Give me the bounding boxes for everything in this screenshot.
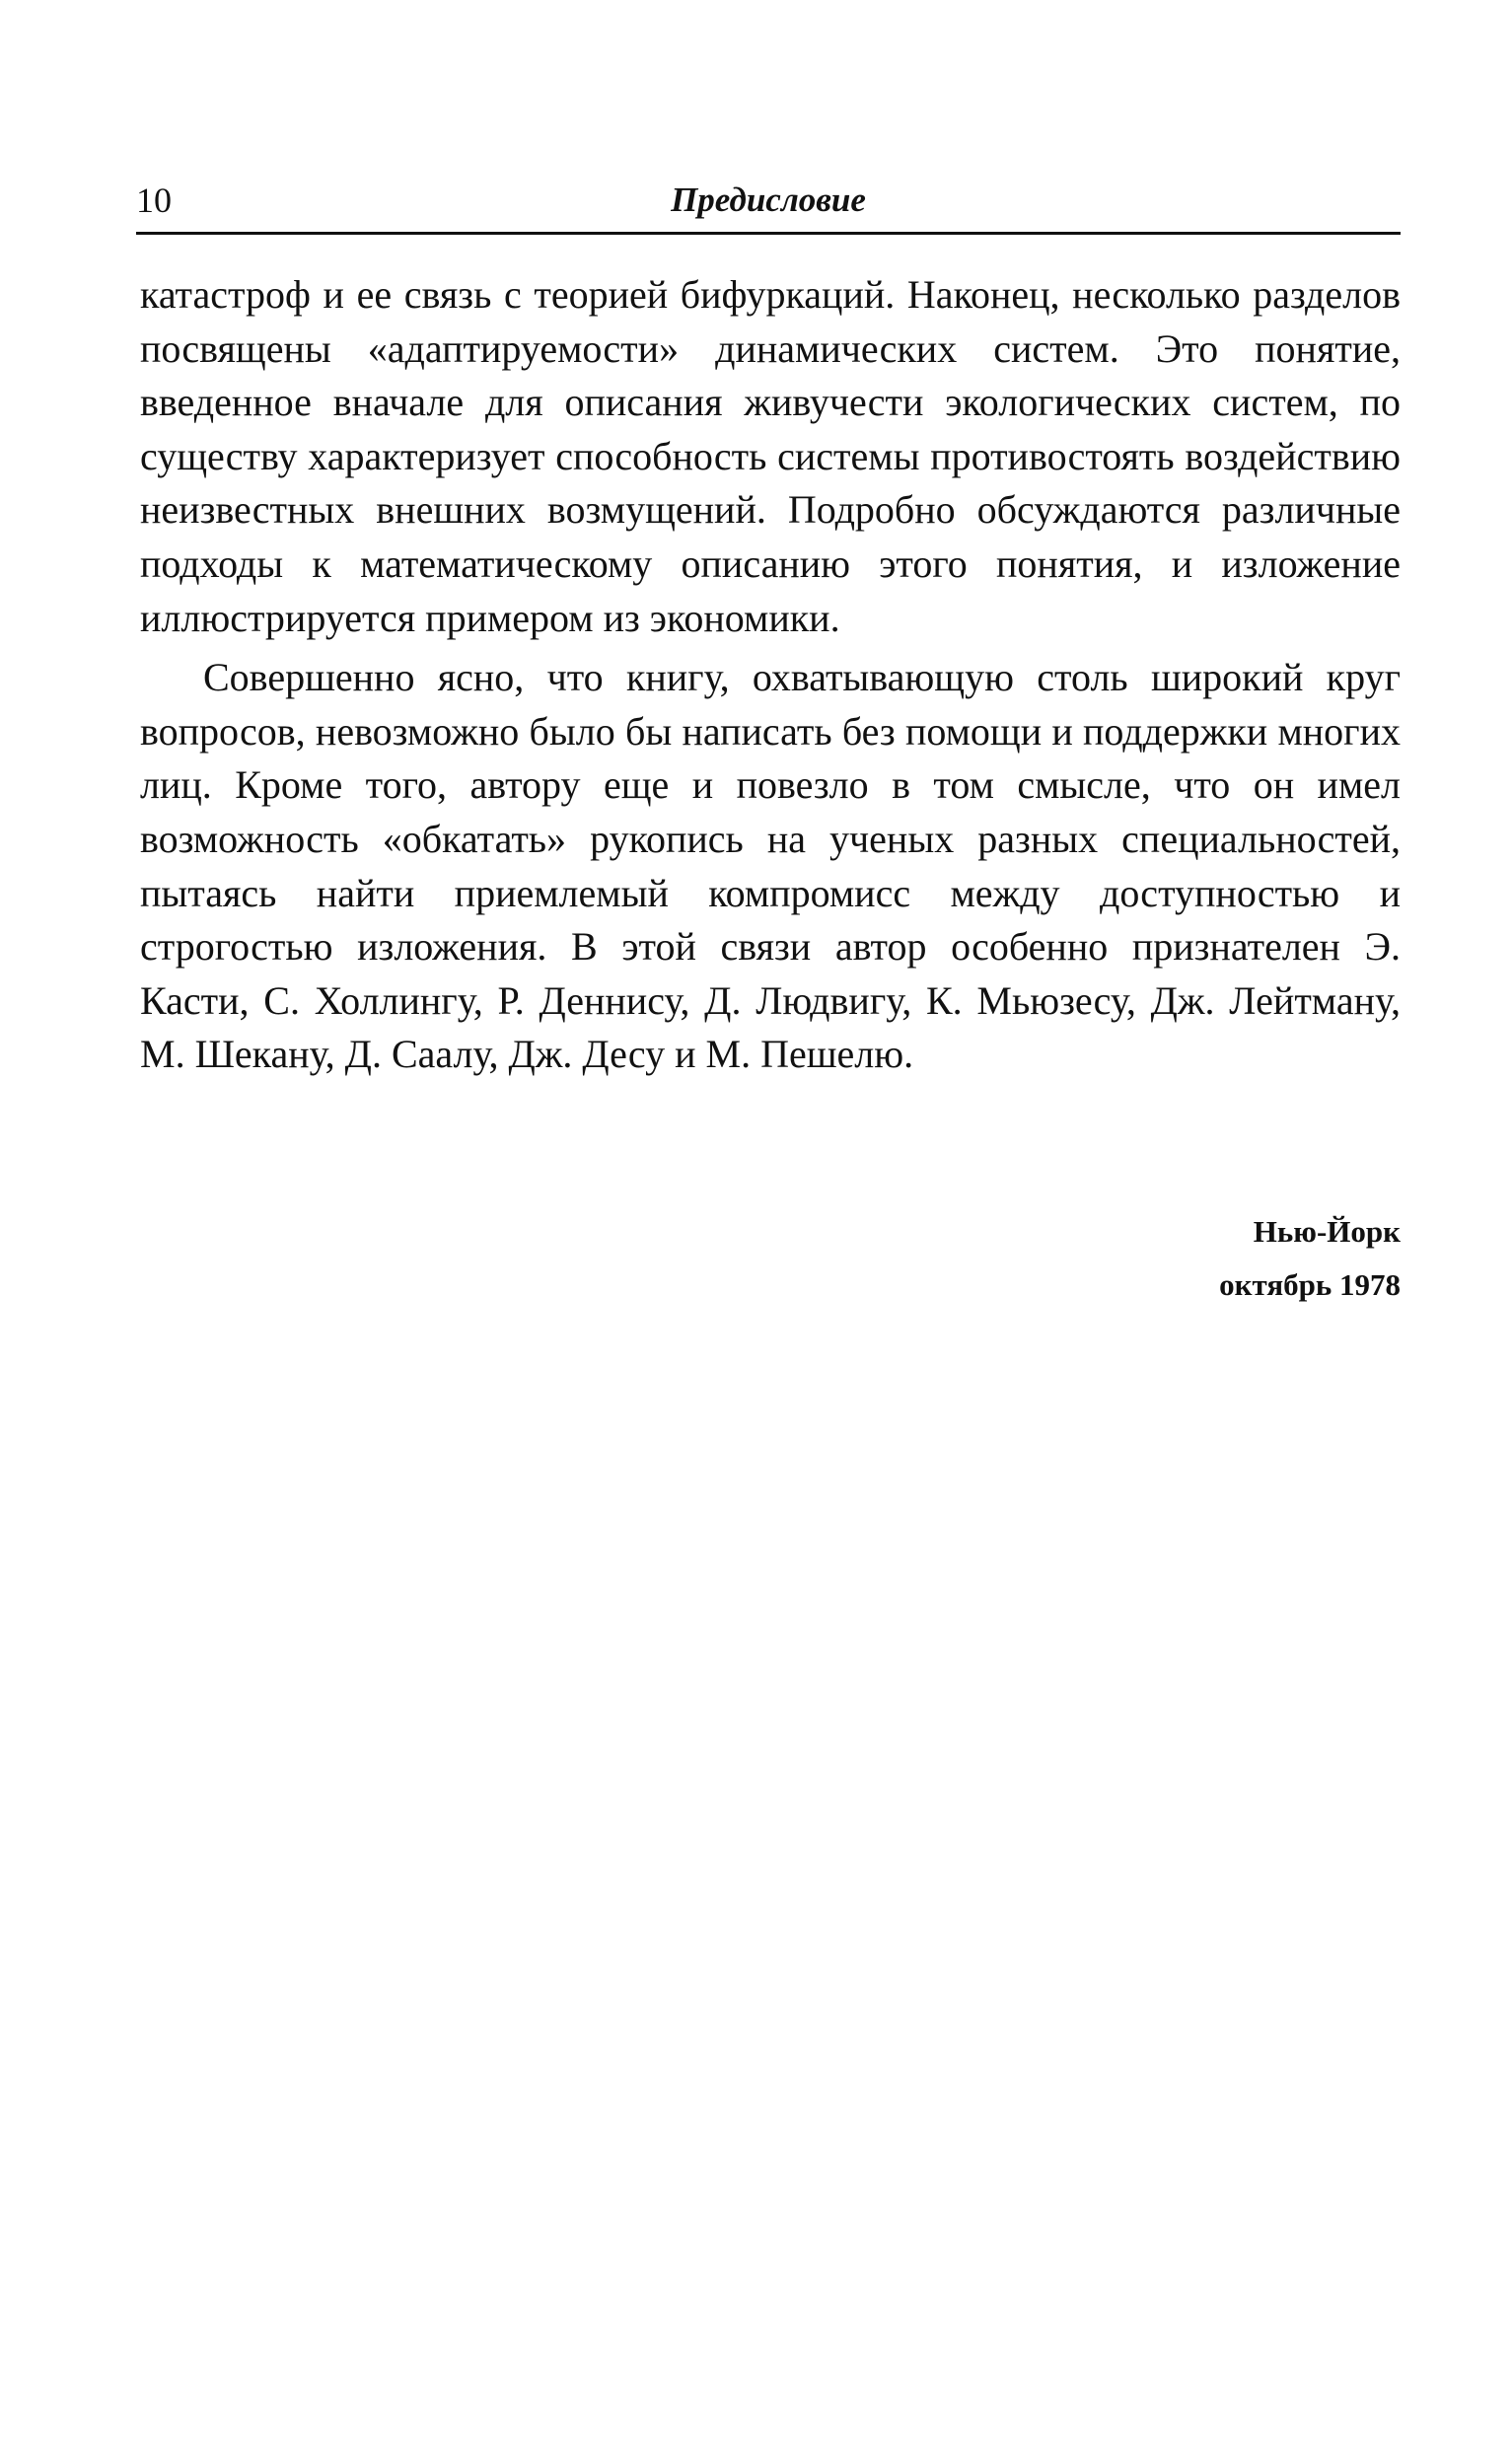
header-rule bbox=[136, 232, 1401, 235]
body-text bbox=[140, 268, 1401, 1082]
section-title: Предисловие bbox=[671, 180, 866, 219]
page-number: 10 bbox=[136, 180, 172, 220]
signature-block bbox=[1219, 1205, 1401, 1312]
signature-date: октябрь 1978 bbox=[1219, 1267, 1401, 1302]
running-head bbox=[136, 176, 1401, 225]
paragraph: Совершенно ясно, что книгу, охватывающую столь широкий круг вопросов, невозможно было бы написать без помощи и поддержки многих лиц. Кроме того, автору еще и повезло в том смысле, что он имел возможность «обкатать» рукопись на ученых разных специальностей, пытаясь найти приемлемый компромисс между доступностью и строгостью изложения. В этой связи автор особенно признателен Э. Касти, С. Холлингу, Р. Деннису, Д. Людвигу, К. Мьюзесу, Дж. Лейтману, М. Шекану, Д. Саалу, Дж. Десу и М. Пешелю. bbox=[140, 655, 1401, 1077]
paragraph: катастроф и ее связь с теорией бифуркаций. Наконец, несколько разделов посвящены «адаптируемости» динамических систем. Это понятие, введенное вначале для описания живучести экологических систем, по существу характеризует способность системы противостоять воздействию неизвестных внешних возмущений. Подробно обсуждаются различные подходы к математическому описанию этого понятия, и изложение иллюстрируется примером из экономики. bbox=[140, 272, 1401, 640]
signature-place: Нью-Йорк bbox=[1253, 1214, 1401, 1249]
